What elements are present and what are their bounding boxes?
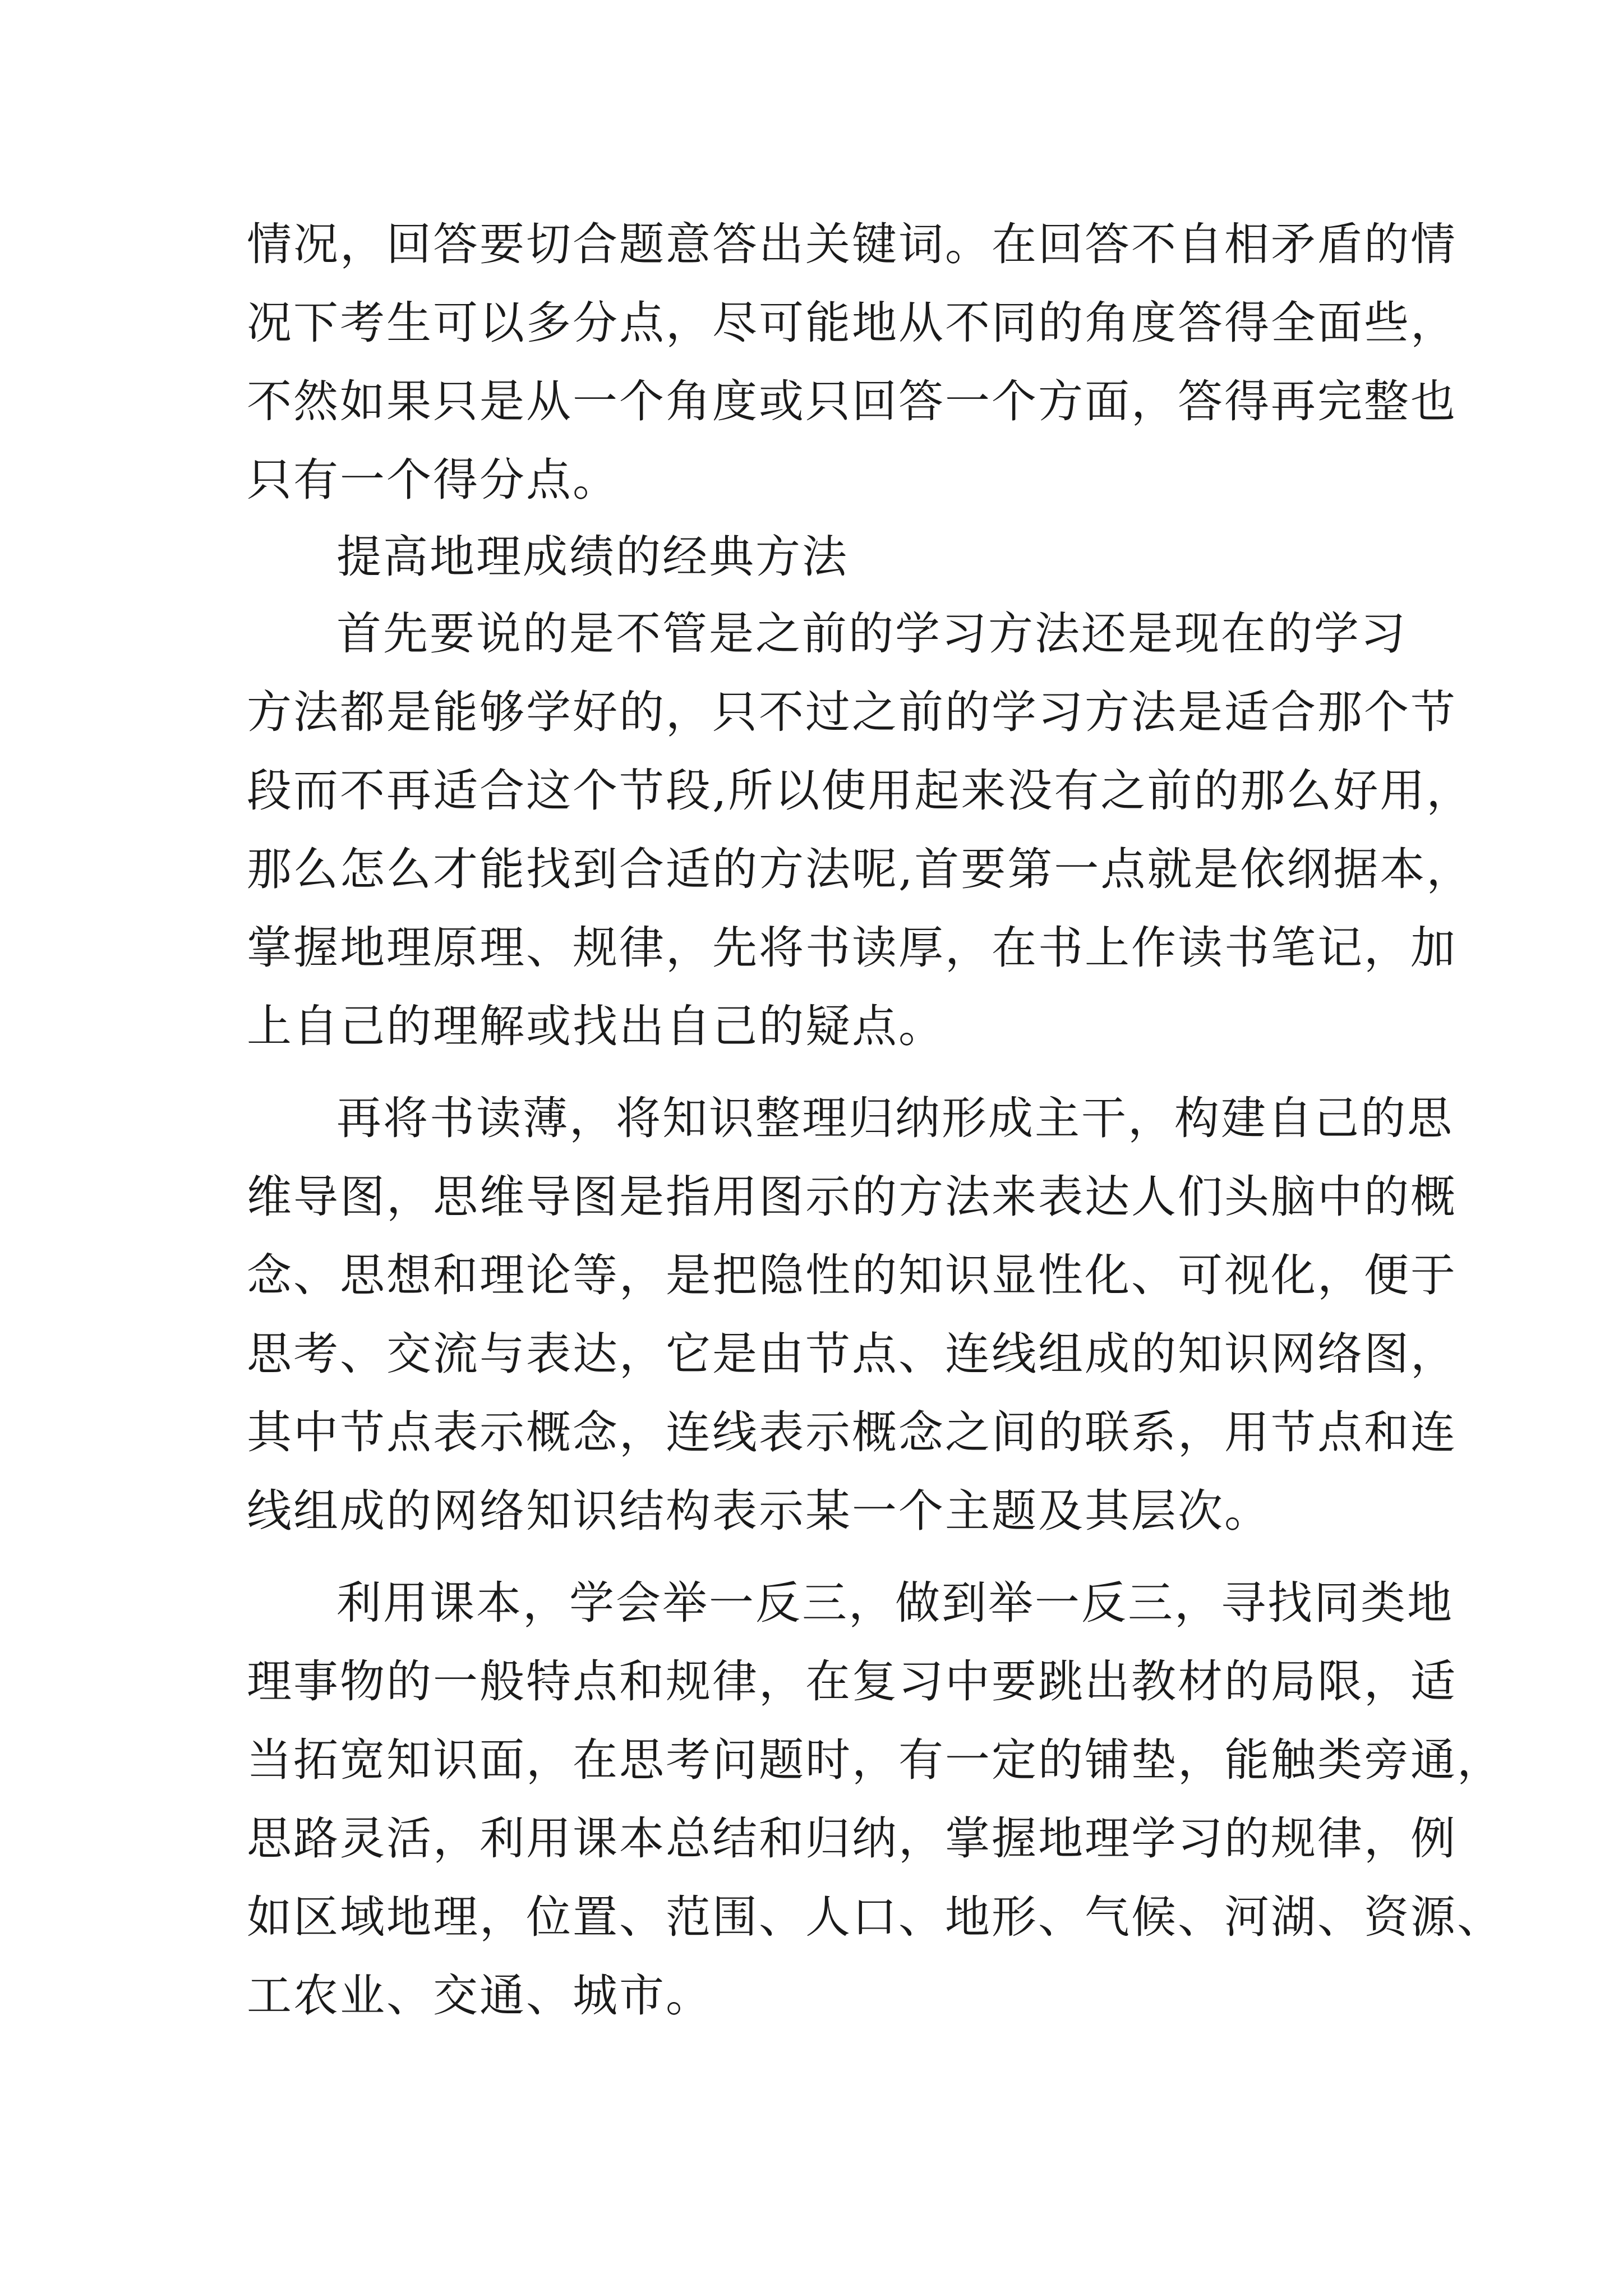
text-line: 其中节点表示概念，连线表示概念之间的联系，用节点和连 (247, 1406, 1457, 1458)
paragraph-1 (247, 205, 1457, 519)
text-line: 首先要说的是不管是之前的学习方法还是现在的学习 (336, 608, 1407, 660)
text-line: 况下考生可以多分点，尽可能地从不同的角度答得全面些， (247, 297, 1457, 349)
text-line: 理事物的一般特点和规律，在复习中要跳出教材的局限，适 (247, 1655, 1457, 1708)
text-line: 再将书读薄，将知识整理归纳形成主干，构建自己的思 (336, 1092, 1454, 1144)
text-line: 那么怎么才能找到合适的方法呢,首要第一点就是依纲据本， (247, 843, 1473, 895)
text-line: 如区域地理，位置、范围、人口、地形、气候、河湖、资源、 (247, 1891, 1504, 1943)
paragraph-gap (247, 1550, 1385, 1564)
text-line: 情况，回答要切合题意答出关键词。在回答不自相矛盾的情 (247, 218, 1457, 270)
text-line: 利用课本，学会举一反三，做到举一反三，寻找同类地 (336, 1577, 1454, 1629)
text-line: 段而不再适合这个节段,所以使用起来没有之前的那么好用， (247, 765, 1473, 817)
text-line: 当拓宽知识面，在思考问题时，有一定的铺垫，能触类旁通， (247, 1734, 1504, 1786)
text-line: 思考、交流与表达，它是由节点、连线组成的知识网络图， (247, 1328, 1457, 1380)
paragraph-2 (247, 595, 1473, 1066)
text-line: 不然如果只是从一个角度或只回答一个方面，答得再完整也 (247, 375, 1457, 427)
text-line: 上自己的理解或找出自己的疑点。 (247, 1000, 945, 1052)
section-heading: 提高地理成绩的经典方法 (336, 531, 849, 583)
document-body (247, 205, 1504, 2035)
text-line: 掌握地理原理、规律，先将书读厚，在书上作读书笔记，加 (247, 922, 1457, 974)
text-line: 工农业、交通、城市。 (247, 1970, 712, 2022)
text-line: 念、思想和理论等，是把隐性的知识显性化、可视化，便于 (247, 1249, 1457, 1301)
paragraph-gap (247, 1066, 1385, 1079)
text-line: 只有一个得分点。 (247, 454, 619, 506)
paragraph-3 (247, 1079, 1457, 1550)
text-line: 线组成的网络知识结构表示某一个主题及其层次。 (247, 1485, 1271, 1537)
paragraph-4 (247, 1564, 1504, 2035)
text-line: 思路灵活，利用课本总结和归纳，掌握地理学习的规律，例 (247, 1812, 1457, 1865)
text-line: 维导图，思维导图是指用图示的方法来表达人们头脑中的概 (247, 1171, 1457, 1223)
text-line: 方法都是能够学好的，只不过之前的学习方法是适合那个节 (247, 686, 1457, 738)
